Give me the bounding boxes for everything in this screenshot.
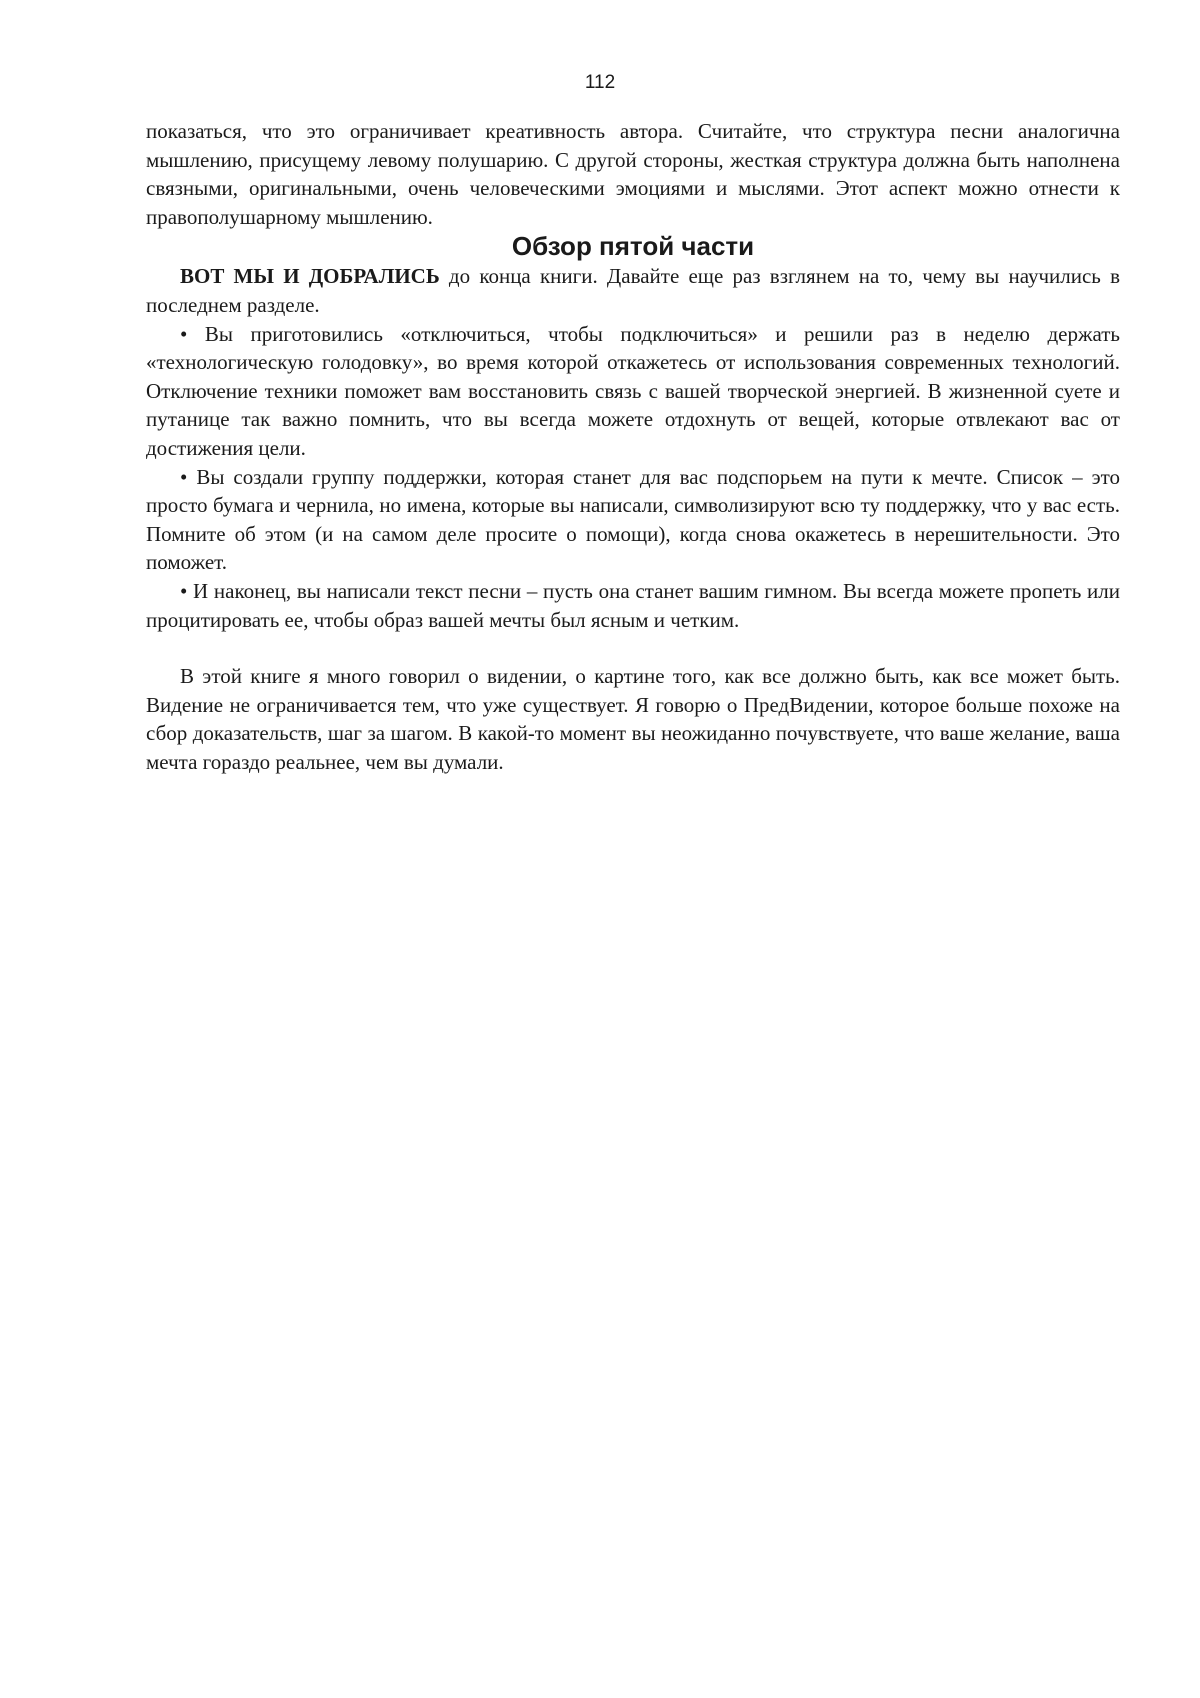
bullet-item: • И наконец, вы написали текст песни – пусть она станет вашим гимном. Вы всегда можете пропеть или процитировать ее, чтобы образ вашей мечты был ясным и четким. bbox=[146, 578, 1120, 632]
page-number: 112 bbox=[584, 72, 616, 93]
intro-paragraph bbox=[146, 262, 1120, 319]
continued-paragraph: показаться, что это ограничивает креативность автора. Считайте, что структура песни аналогична мышлению, присущему левому полушарию. С другой стороны, жесткая структура должна быть наполнена связными, оригинальными, очень человеческими эмоциями и мыслями. Этот аспект можно отнести к правополушарному мышлению. bbox=[146, 119, 1120, 229]
bullet-item: • Вы приготовились «отключиться, чтобы подключиться» и решили раз в неделю держать «технологическую голодовку», во время которой откажетесь от использования современных технологий. Отключение техники поможет вам восстановить связь с вашей творческой энергией. В жизненной суете и путанице так важно помнить, что вы всегда можете отдохнуть от вещей, которые отвлекают вас от достижения цели. bbox=[146, 321, 1120, 460]
page-body bbox=[146, 117, 1120, 776]
bullet-item: • Вы создали группу поддержки, которая станет для вас подспорьем на пути к мечте. Список – это просто бумага и чернила, но имена, которые вы написали, символизируют всю ту поддержку, что у вас есть. Помните об этом (и на самом деле просите о помощи), когда снова окажетесь в нерешительности. Это поможет. bbox=[146, 464, 1120, 575]
intro-lead: ВОТ МЫ И ДОБРАЛИСЬ bbox=[180, 264, 440, 289]
paragraph-spacer bbox=[146, 634, 1120, 662]
section-title: Обзор пятой части bbox=[511, 231, 755, 262]
intro-rest: до конца книги. Давайте еще раз взглянем на то, чему вы научились в последнем разделе. bbox=[146, 264, 1120, 317]
closing-paragraph: В этой книге я много говорил о видении, о картине того, как все должно быть, как все может быть. Видение не ограничивается тем, что уже существует. Я говорю о ПредВидении, которое больше похоже на сбор доказательств, шаг за шагом. В какой-то момент вы неожиданно почувствуете, что ваше желание, ваша мечта гораздо реальнее, чем вы думали. bbox=[146, 664, 1120, 774]
